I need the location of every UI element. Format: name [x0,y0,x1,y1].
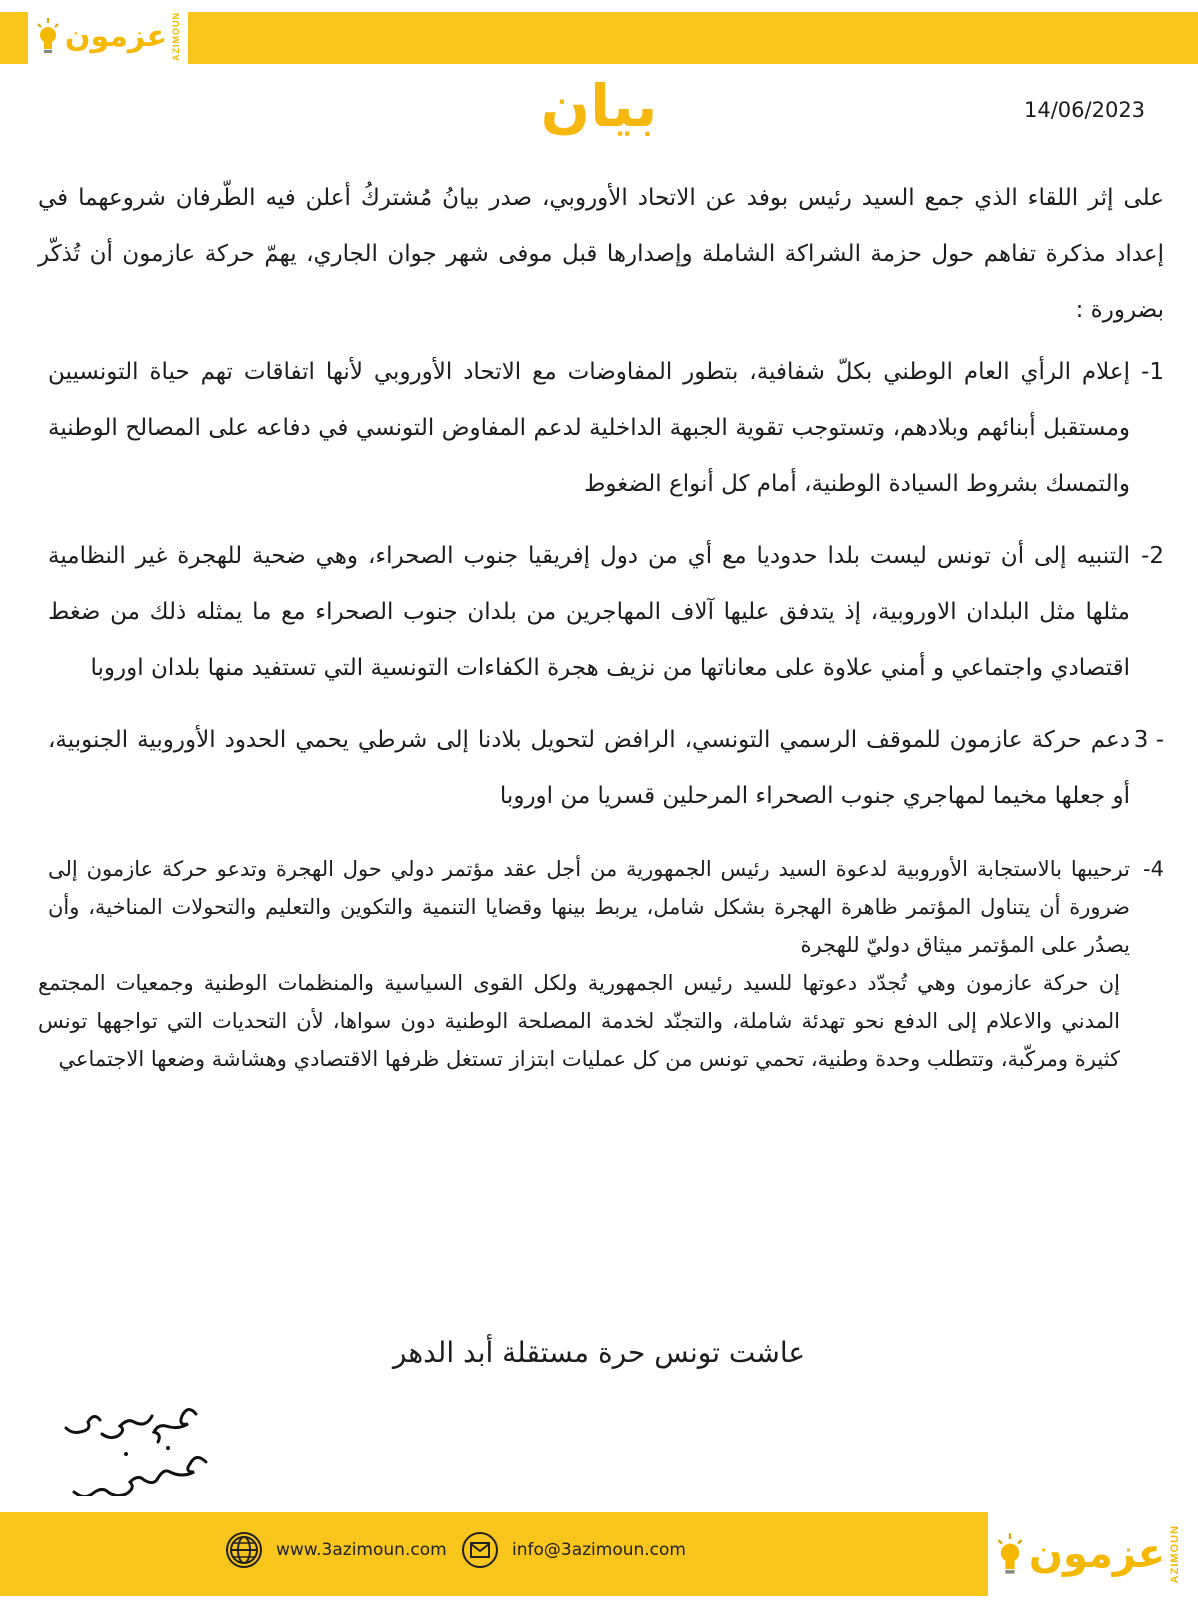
footer-logo [988,1512,1188,1596]
logo-latin-text: AZIMOUN [171,11,182,61]
closing-paragraph: إن حركة عازمون وهي تُجدّد دعوتها للسيد رئيس الجمهورية ولكل القوى السياسية والمنظمات الوطنية وجمعيات المجتمع المدني والاعلام إلى الدفع نحو تهدئة شاملة، والتجنّد لخدمة المصلحة الوطنية دون سواها، لأن التحديات التي تواجهها تونس كثيرة ومركّبة، وتتطلب وحدة وطنية، تحمي تونس من كل عمليات ابتزاز تستغل ظرفها الاقتصادي وهشاشة وضعها الاجتماعي [38,971,1120,1071]
logo-arabic-text: عزمون [64,18,168,54]
closing-slogan: عاشت تونس حرة مستقلة أبد الدهر [392,1336,806,1369]
item-text: إعلام الرأي العام الوطني بكلّ شفافية، بتطور المفاوضات مع الاتحاد الأوروبي لأنها اتفاقات تهم حياة التونسيين ومستقبل أبنائهم وبلادهم، وتستوجب تقوية الجبهة الداخلية لدعم المفاوض التونسي في دفاعه على المصالح الوطنية والتمسك بشروط السيادة الوطنية، أمام كل أنواع الضغوط [48,359,1130,497]
item-number: -4 [1143,857,1164,881]
statement-body [38,170,1164,1078]
intro-paragraph: على إثر اللقاء الذي جمع السيد رئيس بوفد عن الاتحاد الأوروبي، صدر بيانُ مُشتركُ أعلن فيه الطّرفان شروعهما في إعداد مذكرة تفاهم حول حزمة الشراكة الشاملة وإصدارها قبل موفى شهر جوان الجاري، يهمّ حركة عازمون أن تُذكّر بضرورة : [38,185,1164,323]
list-item [38,344,1164,512]
item-text: دعم حركة عازمون للموقف الرسمي التونسي، الرافض لتحويل بلادنا إلى شرطي يحمي الحدود الأوروبية الجنوبية، أو جعلها مخيما لمهاجري جنوب الصحراء المرحلين قسريا من اوروبا [48,727,1130,809]
envelope-icon [462,1532,498,1568]
item-text: التنبيه إلى أن تونس ليست بلدا حدوديا مع أي من دول إفريقيا جنوب الصحراء، وهي ضحية للهجرة غير النظامية مثلها مثل البلدان الاوروبية، إذ يتدفق عليها آلاف المهاجرين من بلدان جنوب الصحراء مع ما يمثله ذلك من ضغط اقتصادي واجتماعي و أمني علاوة على معاناتها من نزيف هجرة الكفاءات التونسية التي تستفيد منها بلدان اوروبا [48,543,1130,681]
header-logo [28,4,188,68]
item-text: ترحيبها بالاستجابة الأوروبية لدعوة السيد رئيس الجمهورية من أجل عقد مؤتمر دولي حول الهجرة وتدعو حركة عازمون إلى ضرورة أن يتناول المؤتمر ظاهرة الهجرة بشكل شامل، يربط بينها وقضايا التنمية والتكوين والتعليم والتحولات المناخية، وأن يصدُر على المؤتمر ميثاق دوليّ للهجرة [48,857,1130,957]
lightbulb-icon [995,1530,1025,1578]
list-item [38,712,1164,824]
logo-latin-text: AZIMOUN [1169,1524,1182,1584]
website-link[interactable]: www.3azimoun.com [276,1540,447,1560]
logo-arabic-text: عزمون [1028,1531,1166,1577]
lightbulb-icon [35,16,61,56]
item-number: -2 [1141,543,1164,569]
document-date: 14/06/2023 [1024,98,1146,122]
list-item [38,528,1164,696]
item-number: -1 [1141,359,1164,385]
item-number: 3 - [1133,727,1164,753]
footer-website[interactable] [226,1528,447,1572]
email-link[interactable]: info@3azimoun.com [512,1540,686,1560]
globe-icon [226,1532,262,1568]
document-title: بيان [540,72,658,140]
footer-email[interactable] [462,1528,686,1572]
handwritten-signature [56,1396,216,1496]
list-item [38,850,1164,964]
